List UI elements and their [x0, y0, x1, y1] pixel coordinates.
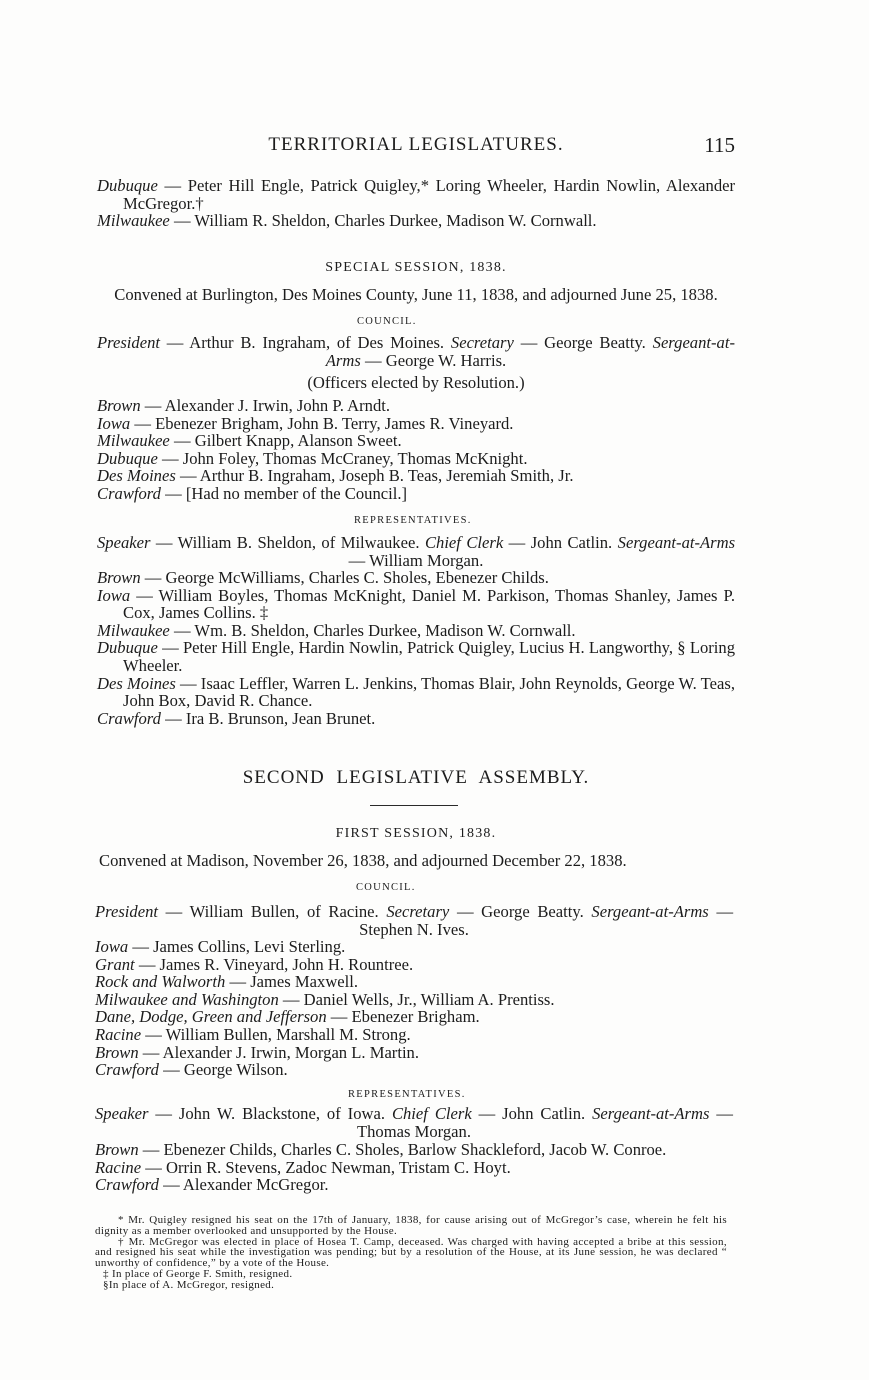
footnote: † Mr. McGregor was elected in place of Hosea T. Camp, deceased. Was charged with having accepted a bribe at this session, and resigned his seat while the investigation was pending; but by a resolution of the House, at its June session, he was declared “ unworthy of confidence,” by a vote of the House. [95, 1235, 727, 1270]
member-entry [97, 639, 735, 674]
officer-name: — John Catlin. [508, 533, 613, 552]
member-names: — John Foley, Thomas McCraney, Thomas McKnight. [162, 448, 528, 468]
representatives-label: REPRESENTATIVES. [348, 1089, 466, 1100]
county-name: Racine [95, 1024, 142, 1044]
county-name: Milwaukee [97, 431, 170, 451]
county-name: Des Moines [97, 673, 176, 693]
officer-name: — John W. Blackstone, of Iowa. [155, 1104, 385, 1123]
council-officers [97, 334, 735, 369]
county-name: Crawford [95, 1175, 159, 1195]
officer-role: Sergeant-at-Arms [617, 533, 736, 552]
county-name: Dane, Dodge, Green and Jefferson [95, 1007, 327, 1027]
running-title: TERRITORIAL LEGISLATURES. [268, 134, 564, 155]
member-entry [97, 622, 735, 640]
officer-name: — William Morgan. [348, 550, 484, 570]
officers-line [97, 334, 735, 369]
officer-role: Sergeant-at-Arms [325, 333, 735, 370]
county-name: Brown [97, 568, 141, 587]
member-names: — William Bullen, Marshall M. Strong. [145, 1024, 411, 1044]
officer-role: Speaker [97, 533, 151, 552]
member-entry [97, 177, 735, 212]
county-name: Brown [97, 396, 141, 415]
council-member-list [95, 938, 733, 1079]
member-entry [97, 710, 735, 728]
member-names: — Daniel Wells, Jr., William A. Prentiss. [282, 989, 555, 1009]
member-entry [95, 1026, 733, 1044]
officer-role: Speaker [95, 1104, 149, 1123]
county-name: Grant [95, 954, 135, 974]
officer-name: — John Catlin. [478, 1104, 586, 1123]
member-names: — Gilbert Knapp, Alanson Sweet. [173, 431, 402, 451]
council-member-list [97, 397, 735, 503]
officer-role: Sergeant-at-Arms [592, 1104, 710, 1123]
member-names: — Arthur B. Ingraham, Joseph B. Teas, Jeremiah Smith, Jr. [179, 466, 574, 486]
footnote: ‡ In place of George F. Smith, resigned. [103, 1267, 293, 1280]
running-header [97, 133, 735, 157]
member-entry [97, 432, 735, 450]
member-entry [95, 938, 733, 956]
section-rule [370, 805, 458, 806]
officer-name: — George Beatty. [520, 333, 646, 352]
officer-name: — Arthur B. Ingraham, of Des Moines. [166, 333, 445, 352]
session-title: FIRST SESSION, 1838. [335, 826, 497, 841]
member-entry [97, 450, 735, 468]
member-names: — Wm. B. Sheldon, Charles Durkee, Madison W. Cornwall. [173, 620, 576, 640]
member-entry [95, 1008, 733, 1026]
officer-role: Secretary [386, 902, 450, 921]
member-names: — Peter Hill Engle, Patrick Quigley,* Loring Wheeler, Hardin Nowlin, Alexander McGregor.† [123, 176, 736, 213]
member-entry [95, 1044, 733, 1062]
county-name: Milwaukee and Washington [95, 989, 279, 1009]
member-entry [97, 485, 735, 503]
county-name: Iowa [97, 413, 131, 433]
footnotes [95, 1215, 727, 1291]
council-label: COUNCIL. [357, 316, 417, 327]
county-name: Racine [95, 1157, 142, 1177]
member-entry [97, 467, 735, 485]
county-name: Dubuque [97, 176, 158, 195]
officers-note: (Officers elected by Resolution.) [307, 373, 525, 392]
member-entry [97, 569, 735, 587]
officer-role: Sergeant-at-Arms [591, 902, 709, 921]
officer-role: Chief Clerk [424, 533, 504, 552]
county-name: Dubuque [97, 638, 158, 658]
member-names: — Alexander J. Irwin, Morgan L. Martin. [142, 1042, 419, 1062]
member-names: — James Maxwell. [229, 972, 359, 992]
officer-name: — William B. Sheldon, of Milwaukee. [155, 533, 420, 552]
officers-line [95, 1105, 733, 1140]
member-names: — George McWilliams, Charles C. Sholes, Ebenezer Childs. [144, 568, 549, 587]
member-names: — William Boyles, Thomas McKnight, Daniel M. Parkison, Thomas Shanley, James P. Cox, James Collins. ‡ [123, 585, 735, 623]
county-name: Crawford [97, 708, 161, 728]
county-name: Iowa [95, 937, 129, 956]
county-name: Brown [95, 1042, 139, 1062]
session-title: SPECIAL SESSION, 1838. [325, 260, 507, 275]
member-names: — Peter Hill Engle, Hardin Nowlin, Patrick Quigley, Lucius H. Langworthy, § Loring Wheeler. [123, 638, 736, 675]
county-name: Rock and Walworth [95, 972, 226, 992]
representatives-officers [97, 534, 735, 569]
convened-line: Convened at Madison, November 26, 1838, and adjourned December 22, 1838. [99, 851, 627, 870]
county-name: Milwaukee [97, 211, 170, 231]
county-name: Brown [95, 1140, 139, 1159]
officer-name: — George Beatty. [456, 902, 584, 921]
member-entry [95, 1176, 733, 1194]
member-names: — Ira B. Brunson, Jean Brunet. [165, 708, 376, 728]
county-name: Crawford [95, 1060, 159, 1080]
member-names: — Ebenezer Childs, Charles C. Sholes, Barlow Shackleford, Jacob W. Conroe. [142, 1140, 667, 1159]
footnote: §In place of A. McGregor, resigned. [103, 1278, 275, 1291]
representatives-label: REPRESENTATIVES. [354, 515, 472, 526]
member-entry [97, 397, 735, 415]
member-names: — Isaac Leffler, Warren L. Jenkins, Thomas Blair, John Reynolds, George W. Teas, John Box, David R. Chance. [123, 673, 735, 711]
representatives-officers [95, 1105, 733, 1140]
continued-member-list [97, 177, 735, 230]
member-names: — James R. Vineyard, John H. Rountree. [138, 954, 414, 974]
officer-role: President [95, 902, 158, 921]
officer-role: Secretary [450, 333, 514, 352]
member-names: — Alexander McGregor. [163, 1175, 329, 1195]
assembly-title: SECOND LEGISLATIVE ASSEMBLY. [242, 767, 590, 788]
council-officers [95, 903, 733, 938]
representatives-member-list [97, 569, 735, 727]
member-names: — George Wilson. [163, 1060, 288, 1080]
member-entry [97, 212, 735, 230]
officer-name: — George W. Harris. [365, 350, 507, 370]
officer-name: — William Bullen, of Racine. [165, 902, 379, 921]
member-names: — [Had no member of the Council.] [165, 483, 408, 503]
officer-role: President [97, 333, 160, 352]
convened-line: Convened at Burlington, Des Moines County, June 11, 1838, and adjourned June 25, 1838. [114, 285, 718, 304]
member-names: — William R. Sheldon, Charles Durkee, Madison W. Cornwall. [173, 211, 597, 231]
member-entry [95, 956, 733, 974]
representatives-member-list [95, 1141, 733, 1194]
officers-line [95, 903, 733, 938]
county-name: Dubuque [97, 448, 158, 468]
member-entry [95, 991, 733, 1009]
member-entry [95, 1159, 733, 1177]
page-number: 115 [704, 133, 735, 157]
member-entry [95, 1141, 733, 1159]
council-label: COUNCIL. [356, 882, 416, 893]
county-name: Crawford [97, 483, 161, 503]
officer-name: — Stephen N. Ives. [359, 902, 734, 939]
county-name: Des Moines [97, 466, 176, 486]
member-names: — Orrin R. Stevens, Zadoc Newman, Tristam C. Hoyt. [145, 1157, 511, 1177]
member-names: — Alexander J. Irwin, John P. Arndt. [144, 396, 390, 415]
member-entry [95, 973, 733, 991]
officers-line [97, 534, 735, 569]
officer-role: Chief Clerk [391, 1104, 472, 1123]
member-entry [97, 675, 735, 710]
member-entry [95, 1061, 733, 1079]
member-names: — Ebenezer Brigham. [330, 1007, 480, 1027]
footnote: * Mr. Quigley resigned his seat on the 17th of January, 1838, for cause arising out of McGregor’s case, wherein he felt his dignity as a member overlooked and unsupported by the House. [95, 1214, 727, 1237]
member-entry [97, 415, 735, 433]
member-names: — Ebenezer Brigham, John B. Terry, James R. Vineyard. [134, 413, 514, 433]
member-entry [97, 587, 735, 622]
county-name: Milwaukee [97, 620, 170, 640]
county-name: Iowa [97, 585, 131, 605]
member-names: — James Collins, Levi Sterling. [132, 937, 346, 956]
officer-name: — Thomas Morgan. [357, 1104, 733, 1141]
